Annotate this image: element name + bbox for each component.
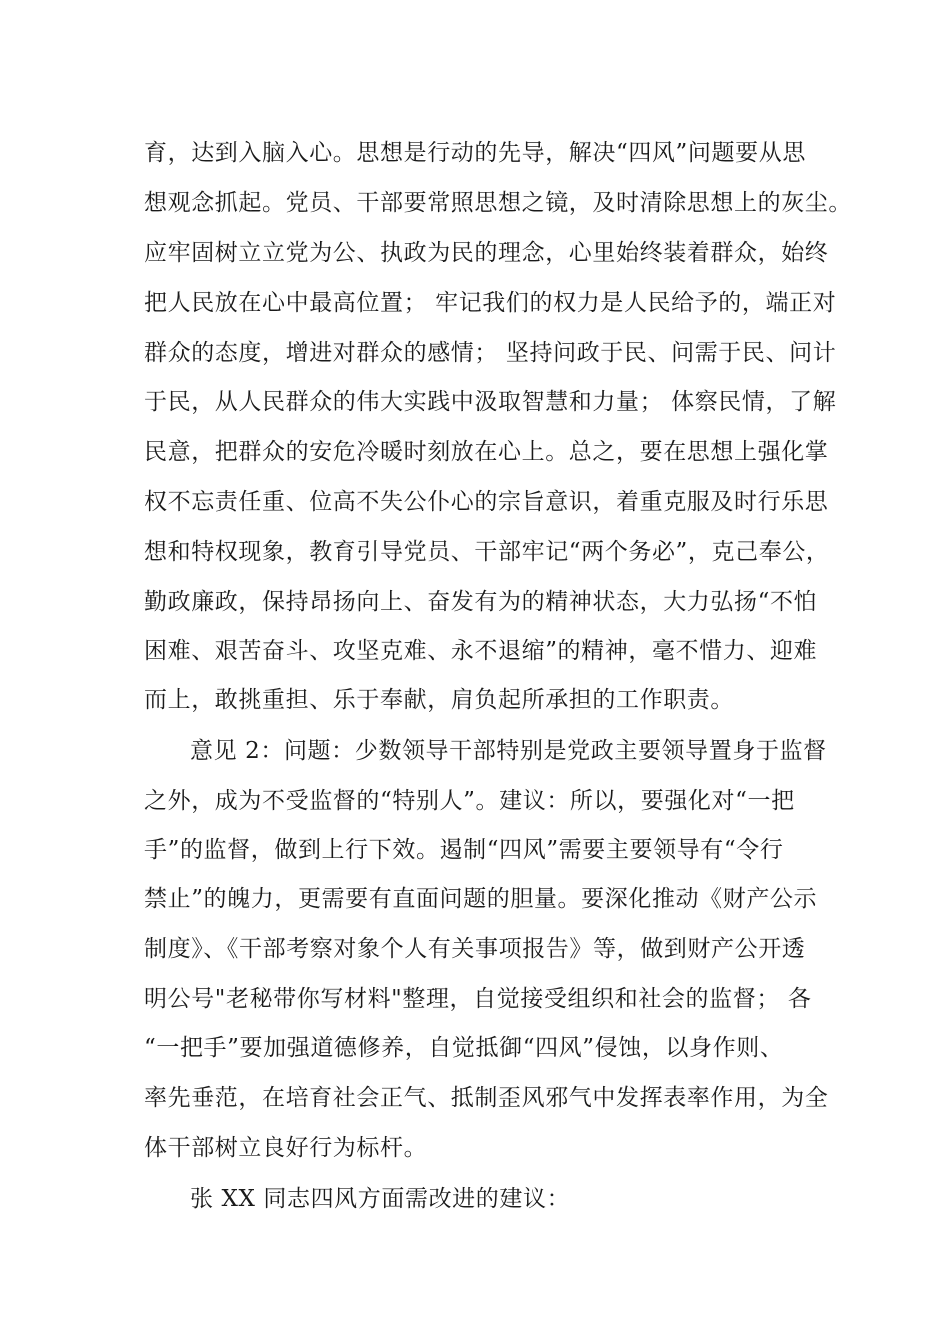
section-heading-line: 张 XX 同志四风方面需改进的建议： <box>190 1186 571 1212</box>
text-line: 想和特权现象，教育引导党员、干部牢记“两个务必”，克己奉公， <box>144 539 830 565</box>
text-line: 而上，敢挑重担、乐于奉献，肩负起所承担的工作职责。 <box>144 687 734 713</box>
text-line: 率先垂范，在培育社会正气、抵制歪风邪气中发挥表率作用，为全 <box>144 1085 829 1111</box>
text-line: 手”的监督，做到上行下效。遏制“四风”需要主要领导有“令行 <box>144 837 784 863</box>
paragraph-start-line: 意见 2：问题：少数领导干部特别是党政主要领导置身于监督 <box>190 738 827 764</box>
text-line: 勤政廉政，保持昂扬向上、奋发有为的精神状态，大力弘扬“不怕 <box>144 589 818 615</box>
text-line: 于民，从人民群众的伟大实践中汲取智慧和力量； 体察民情，了解 <box>144 389 837 415</box>
text-line: 制度》、《干部考察对象个人有关事项报告》等，做到财产公开透 <box>144 936 806 962</box>
text-line: 权不忘责任重、位高不失公仆心的宗旨意识，着重克服及时行乐思 <box>144 489 829 515</box>
text-line: 之外，成为不受监督的“特别人”。建议：所以，要强化对“一把 <box>144 788 795 814</box>
text-line: 明公号"老秘带你写材料"整理，自觉接受组织和社会的监督； 各 <box>144 986 812 1012</box>
text-line: “一把手”要加强道德修养，自觉抵御“四风”侵蚀，以身作则、 <box>144 1035 784 1061</box>
text-line: 禁止”的魄力，更需要有直面问题的胆量。要深化推动《财产公示 <box>144 886 818 912</box>
text-line: 民意，把群众的安危冷暖时刻放在心上。总之，要在思想上强化掌 <box>144 439 829 465</box>
text-line: 想观念抓起。党员、干部要常照思想之镜，及时清除思想上的灰尘。 <box>144 190 852 216</box>
text-line: 把人民放在心中最高位置； 牢记我们的权力是人民给予的，端正对 <box>144 290 837 316</box>
text-line: 应牢固树立立党为公、执政为民的理念，心里始终装着群众，始终 <box>144 240 829 266</box>
text-line: 体干部树立良好行为标杆。 <box>144 1135 428 1161</box>
text-line: 育，达到入脑入心。思想是行动的先导，解决“四风”问题要从思 <box>144 140 806 166</box>
text-line: 群众的态度，增进对群众的感情； 坚持问政于民、问需于民、问计 <box>144 340 837 366</box>
text-line: 困难、艰苦奋斗、攻坚克难、永不退缩”的精神，毫不惜力、迎难 <box>144 638 818 664</box>
